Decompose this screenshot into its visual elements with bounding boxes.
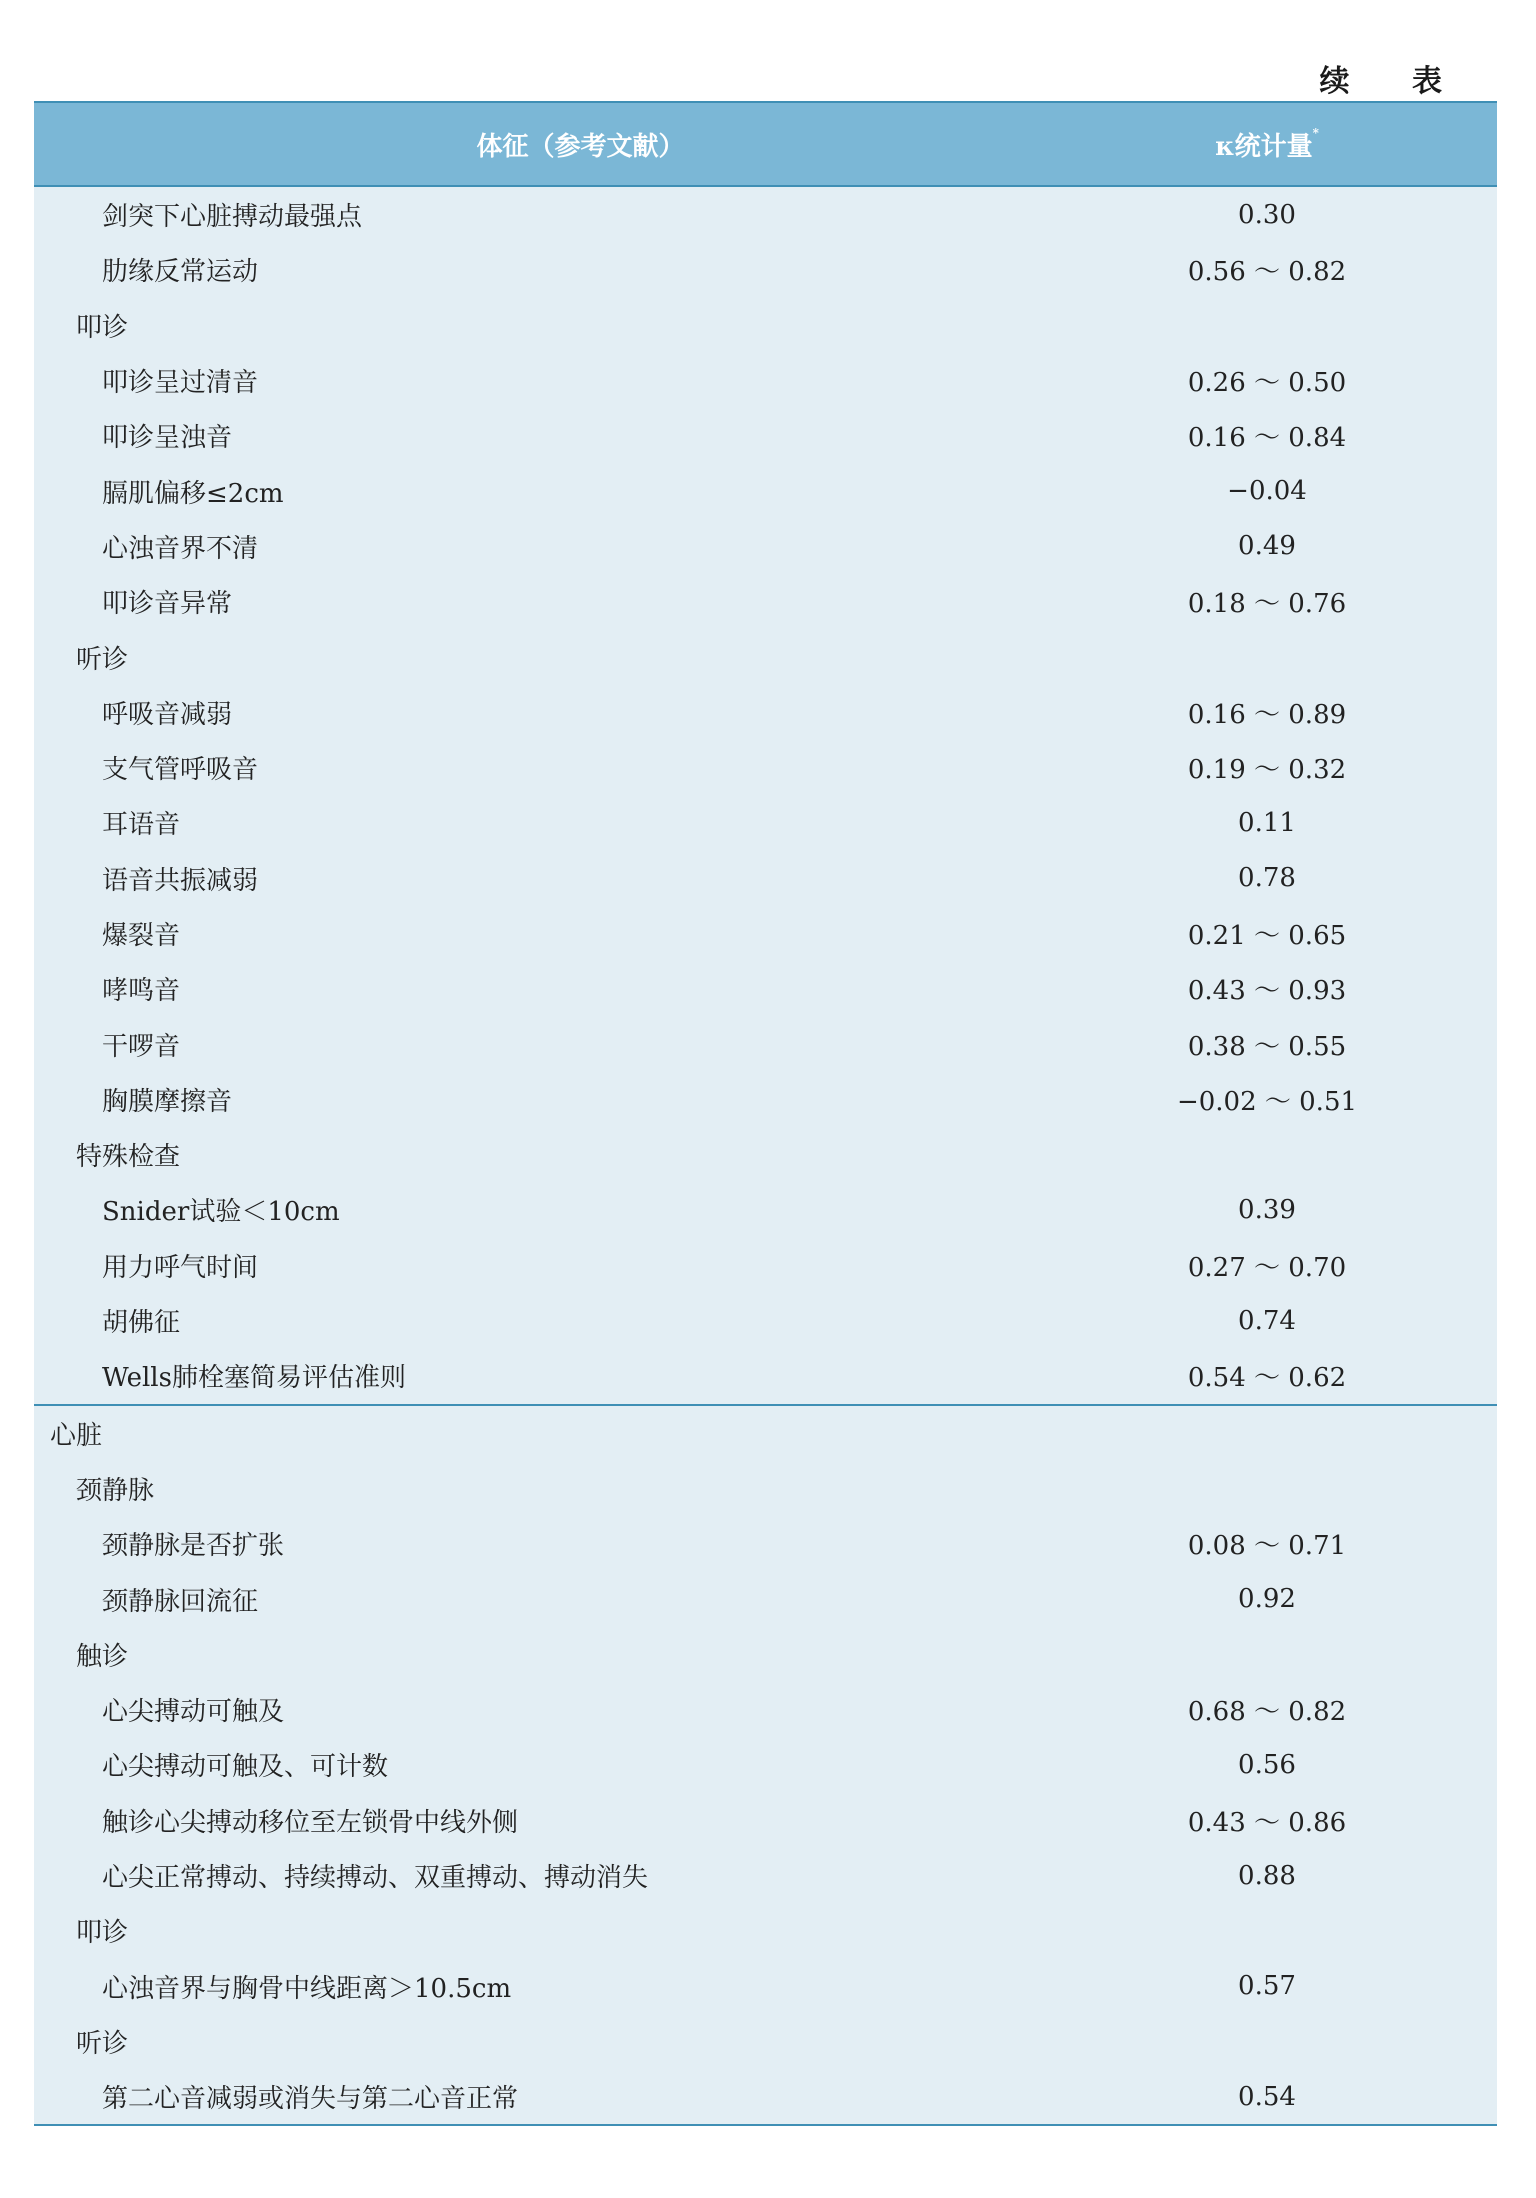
kappa-value: −0.02 ～ 0.51 bbox=[1176, 1086, 1358, 1117]
table-group-row bbox=[34, 1461, 1497, 1516]
sign-name: 听诊 bbox=[76, 2028, 129, 2059]
table-group-row bbox=[34, 1627, 1497, 1682]
sign-name: 叩诊呈浊音 bbox=[102, 423, 233, 454]
sign-name: 颈静脉回流征 bbox=[102, 1586, 259, 1617]
table-group-row bbox=[34, 1127, 1497, 1182]
sign-name: Snider试验＜10cm bbox=[102, 1197, 340, 1228]
table-group-row bbox=[34, 1404, 1497, 1461]
kappa-value: 0.56 bbox=[1238, 1749, 1296, 1780]
table-row bbox=[34, 1293, 1497, 1348]
kappa-value: 0.43 ～ 0.86 bbox=[1187, 1807, 1347, 1838]
continued-label: 续 表 bbox=[1319, 64, 1468, 99]
table-row bbox=[34, 906, 1497, 961]
sign-name: 心浊音界不清 bbox=[102, 533, 259, 564]
sign-name: 心脏 bbox=[50, 1420, 103, 1451]
header-kappa-label: κ统计量 bbox=[1215, 131, 1313, 162]
table-row bbox=[34, 1848, 1497, 1903]
table-row bbox=[34, 1072, 1497, 1127]
table-row bbox=[34, 242, 1497, 297]
sign-name: 爆裂音 bbox=[102, 921, 181, 951]
kappa-value: 0.27 ～ 0.70 bbox=[1187, 1252, 1347, 1283]
header-kappa-column bbox=[1127, 126, 1407, 163]
sign-name: 触诊心尖搏动移位至左锁骨中线外侧 bbox=[102, 1807, 519, 1838]
sign-name: 听诊 bbox=[76, 644, 129, 675]
sign-name: 用力呼气时间 bbox=[102, 1252, 259, 1283]
sign-name: 特殊检查 bbox=[76, 1142, 181, 1173]
kappa-value: 0.16 ～ 0.89 bbox=[1187, 699, 1347, 730]
table-row bbox=[34, 1737, 1497, 1792]
sign-name: 心尖正常搏动、持续搏动、双重搏动、搏动消失 bbox=[102, 1863, 649, 1894]
kappa-value: 0.54 ～ 0.62 bbox=[1187, 1363, 1347, 1394]
table-body bbox=[34, 187, 1497, 2124]
table-row bbox=[34, 740, 1497, 795]
table-row bbox=[34, 1348, 1497, 1403]
kappa-value: 0.92 bbox=[1238, 1584, 1296, 1615]
table-row bbox=[34, 353, 1497, 408]
table-row bbox=[34, 1959, 1497, 2014]
kappa-value: 0.19 ～ 0.32 bbox=[1187, 755, 1347, 786]
sign-name: 叩诊 bbox=[76, 312, 129, 343]
table-row bbox=[34, 1182, 1497, 1237]
header-sign-column: 体征（参考文献） bbox=[476, 131, 685, 162]
kappa-value: 0.08 ～ 0.71 bbox=[1187, 1531, 1347, 1562]
kappa-value: 0.49 bbox=[1238, 531, 1296, 562]
table-row bbox=[34, 851, 1497, 906]
header-kappa-mark: * bbox=[1312, 125, 1319, 140]
kappa-value: 0.11 bbox=[1238, 807, 1296, 838]
sign-name: 膈肌偏移≤2cm bbox=[102, 478, 284, 509]
table-row bbox=[34, 1238, 1497, 1293]
kappa-value: 0.56 ～ 0.82 bbox=[1187, 257, 1347, 288]
sign-name: 叩诊 bbox=[76, 1918, 129, 1949]
sign-name: 胡佛征 bbox=[102, 1308, 181, 1339]
sign-name: 胸膜摩擦音 bbox=[102, 1086, 233, 1117]
sign-name: 叩诊音异常 bbox=[102, 589, 233, 620]
table-row bbox=[34, 519, 1497, 574]
table-row bbox=[34, 685, 1497, 740]
table-row bbox=[34, 2069, 1497, 2124]
sign-name: 心尖搏动可触及 bbox=[102, 1697, 285, 1728]
kappa-value: 0.43 ～ 0.93 bbox=[1187, 976, 1347, 1007]
sign-name: 干啰音 bbox=[102, 1031, 181, 1062]
kappa-table bbox=[34, 101, 1497, 2126]
kappa-value: 0.18 ～ 0.76 bbox=[1187, 589, 1347, 620]
table-header bbox=[34, 103, 1497, 187]
table-row bbox=[34, 1682, 1497, 1737]
kappa-value: 0.38 ～ 0.55 bbox=[1187, 1031, 1347, 1062]
kappa-value: 0.88 bbox=[1238, 1860, 1296, 1891]
table-row bbox=[34, 1793, 1497, 1848]
table-row bbox=[34, 1016, 1497, 1071]
table-row bbox=[34, 574, 1497, 629]
kappa-value: 0.30 bbox=[1238, 199, 1296, 230]
table-row bbox=[34, 463, 1497, 518]
kappa-value: 0.26 ～ 0.50 bbox=[1187, 368, 1347, 399]
sign-name: 支气管呼吸音 bbox=[102, 755, 259, 786]
sign-name: 颈静脉是否扩张 bbox=[102, 1531, 285, 1562]
sign-name: 肋缘反常运动 bbox=[102, 257, 259, 288]
table-group-row bbox=[34, 2014, 1497, 2069]
table-row bbox=[34, 1516, 1497, 1571]
table-row bbox=[34, 795, 1497, 850]
kappa-value: 0.54 bbox=[1238, 2081, 1296, 2112]
sign-name: 叩诊呈过清音 bbox=[102, 368, 259, 399]
sign-name: 语音共振减弱 bbox=[102, 865, 259, 896]
table-group-row bbox=[34, 1903, 1497, 1958]
sign-name: 呼吸音减弱 bbox=[102, 699, 233, 730]
sign-name: 剑突下心脏搏动最强点 bbox=[102, 202, 363, 233]
sign-name: 触诊 bbox=[76, 1641, 129, 1672]
kappa-value: 0.39 bbox=[1238, 1194, 1296, 1225]
table-group-row bbox=[34, 298, 1497, 353]
table-row bbox=[34, 187, 1497, 242]
sign-name: 耳语音 bbox=[102, 810, 181, 841]
kappa-value: 0.21 ～ 0.65 bbox=[1187, 921, 1347, 951]
kappa-value: 0.74 bbox=[1238, 1305, 1296, 1336]
sign-name: Wells肺栓塞简易评估准则 bbox=[102, 1363, 406, 1394]
kappa-value: 0.57 bbox=[1238, 1971, 1296, 2002]
kappa-value: 0.16 ～ 0.84 bbox=[1187, 423, 1347, 454]
kappa-value: 0.68 ～ 0.82 bbox=[1187, 1697, 1347, 1728]
sign-name: 第二心音减弱或消失与第二心音正常 bbox=[102, 2084, 519, 2115]
sign-name: 心尖搏动可触及、可计数 bbox=[102, 1752, 389, 1783]
sign-name: 颈静脉 bbox=[76, 1475, 155, 1506]
table-row bbox=[34, 408, 1497, 463]
table-row bbox=[34, 961, 1497, 1016]
kappa-value: 0.78 bbox=[1238, 863, 1296, 894]
kappa-value: −0.04 bbox=[1227, 476, 1307, 507]
table-group-row bbox=[34, 629, 1497, 684]
table-row bbox=[34, 1571, 1497, 1626]
sign-name: 哮鸣音 bbox=[102, 976, 181, 1007]
sign-name: 心浊音界与胸骨中线距离＞10.5cm bbox=[102, 1973, 512, 2004]
